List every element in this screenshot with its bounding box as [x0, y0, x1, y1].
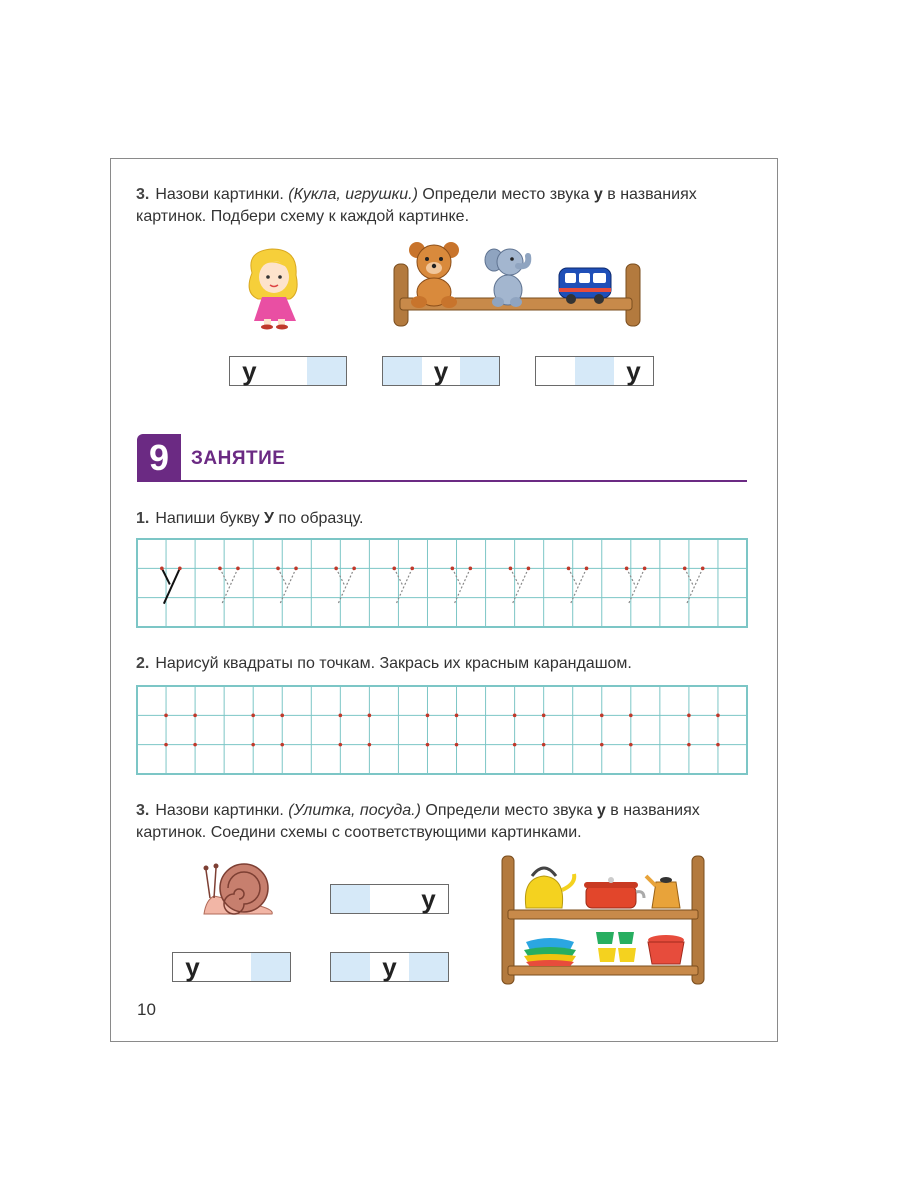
scheme-cell [536, 357, 575, 385]
scheme-cell [212, 953, 251, 981]
start-dot [643, 567, 647, 571]
task-2-instructions: 2. Нарисуй квадраты по точкам. Закрась их красным карандашом. [136, 655, 632, 672]
guide-dot [687, 743, 691, 747]
sound-scheme-end[interactable] [330, 884, 449, 914]
task-1-instructions: 1. Напиши букву У по образцу. [136, 510, 364, 527]
sound-scheme-end[interactable] [535, 356, 654, 386]
guide-dot [193, 714, 197, 718]
guide-dot [426, 743, 430, 747]
guide-dot [600, 714, 604, 718]
task-3-bottom-instructions: 3. Назови картинки. (Улитка, посуда.) Определи место звука у в названиях картинок. Соедини схемы с соответствующими картинками. [136, 802, 700, 841]
start-dot [585, 567, 589, 571]
start-dot [294, 567, 298, 571]
lesson-number: 9 [137, 434, 181, 482]
scheme-cell [307, 357, 346, 385]
letter-writing-grid[interactable] [137, 539, 747, 627]
start-dot [352, 567, 356, 571]
guide-dot [164, 714, 168, 718]
scheme-cell: у [173, 953, 212, 981]
kitchen-shelf-icon [500, 854, 706, 986]
guide-dot [455, 714, 459, 718]
sound-scheme-middle[interactable] [330, 952, 449, 982]
guide-dot [251, 714, 255, 718]
scheme-cell [370, 885, 409, 913]
scheme-cell [383, 357, 422, 385]
guide-dot [687, 714, 691, 718]
scheme-cell [331, 885, 370, 913]
start-dot [410, 567, 414, 571]
start-dot [451, 567, 455, 571]
start-dot [469, 567, 473, 571]
teddy-bear-icon [405, 240, 465, 308]
guide-dot [280, 714, 284, 718]
guide-dot [426, 714, 430, 718]
doll-icon [238, 243, 314, 329]
scheme-cell [331, 953, 370, 981]
lesson-divider [181, 480, 747, 482]
guide-dot [716, 714, 720, 718]
grid-border [137, 539, 747, 627]
start-dot [509, 567, 513, 571]
start-dot [392, 567, 396, 571]
start-dot [178, 567, 182, 571]
start-dot [527, 567, 531, 571]
guide-dot [542, 714, 546, 718]
guide-dot [542, 743, 546, 747]
lesson-title: ЗАНЯТИЕ [191, 448, 286, 469]
sound-scheme-start[interactable] [229, 356, 347, 386]
sound-scheme-start[interactable] [172, 952, 291, 982]
start-dot [276, 567, 280, 571]
guide-dot [251, 743, 255, 747]
grid-border [137, 686, 747, 774]
start-dot [625, 567, 629, 571]
snail-icon [200, 856, 276, 918]
dot-squares-grid[interactable] [137, 686, 747, 774]
guide-dot [629, 743, 633, 747]
start-dot [567, 567, 571, 571]
scheme-cell: у [614, 357, 653, 385]
guide-dot [600, 743, 604, 747]
scheme-cell: у [409, 885, 448, 913]
scheme-cell: у [422, 357, 461, 385]
guide-dot [629, 714, 633, 718]
scheme-cell [409, 953, 448, 981]
scheme-cell [575, 357, 614, 385]
guide-dot [513, 714, 517, 718]
task-3-top-instructions: 3. Назови картинки. (Кукла, игрушки.) Определи место звука у в названиях картинок. Подбери схему к каждой картинке. [136, 186, 697, 225]
guide-dot [339, 714, 343, 718]
page-number: 10 [137, 1000, 156, 1019]
scheme-cell [269, 357, 308, 385]
guide-dot [716, 743, 720, 747]
scheme-cell [460, 357, 499, 385]
scheme-cell: у [370, 953, 409, 981]
start-dot [683, 567, 687, 571]
toy-bus-icon [557, 264, 613, 306]
guide-dot [513, 743, 517, 747]
start-dot [218, 567, 222, 571]
guide-dot [455, 743, 459, 747]
elephant-icon [484, 246, 534, 308]
scheme-cell [251, 953, 290, 981]
start-dot [334, 567, 338, 571]
guide-dot [193, 743, 197, 747]
scheme-cell: у [230, 357, 269, 385]
sound-scheme-middle[interactable] [382, 356, 500, 386]
lesson-header [137, 434, 747, 482]
start-dot [701, 567, 705, 571]
guide-dot [164, 743, 168, 747]
guide-dot [339, 743, 343, 747]
guide-dot [368, 743, 372, 747]
guide-dot [280, 743, 284, 747]
start-dot [236, 567, 240, 571]
start-dot [160, 567, 164, 571]
guide-dot [368, 714, 372, 718]
